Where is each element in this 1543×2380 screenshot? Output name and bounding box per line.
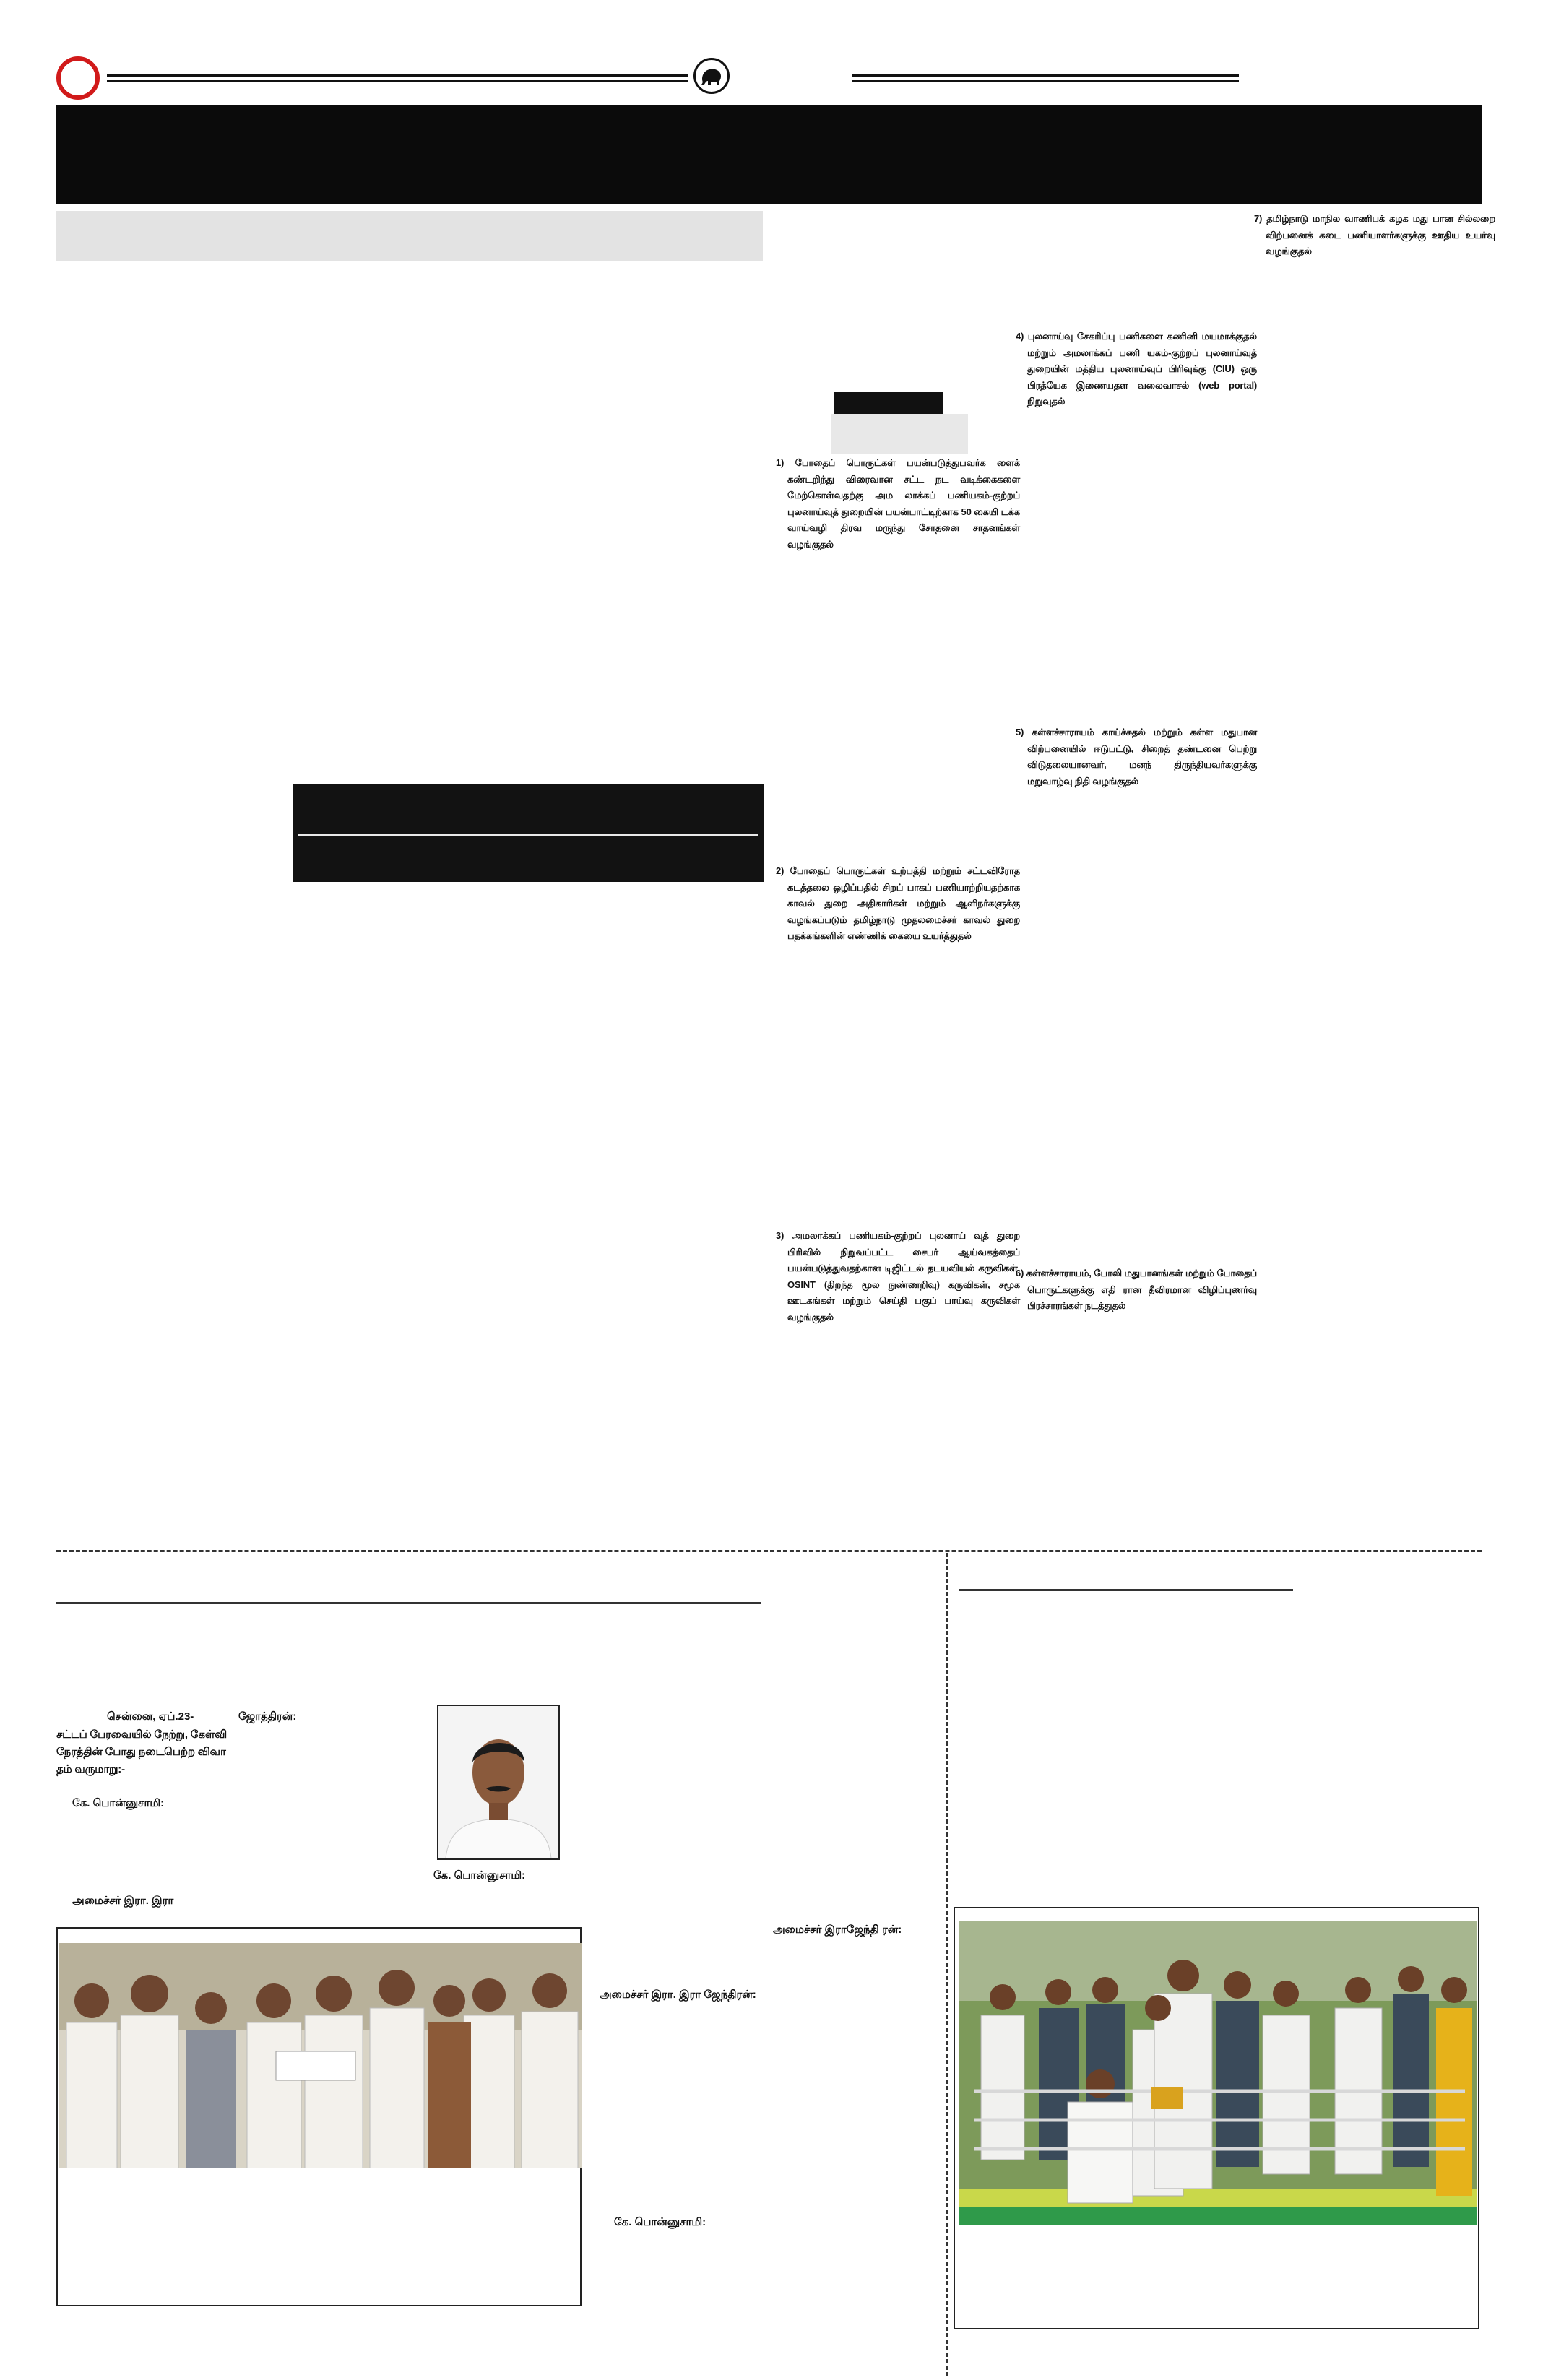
speaker-label: கே. பொன்னுசாமி: [614, 2216, 706, 2228]
list-item-3: 3) அமலாக்கப் பணியகம்-குற்றப் புலனாய் வுத் துறை பிரிவில் நிறுவப்பட்ட சைபர் ஆய்வகத்தைப் பயன்படுத்துவதற்கான டிஜிட்டல் தடயவியல் கருவிகள், OSINT (திறந்த மூல நுண்ணறிவு) கருவிகள், சமூக ஊடகங்கள் மற்றும் செய்தி பகுப் பாய்வு கருவிகள் வழங்குதல் [776, 1230, 1020, 1323]
list-item-6: 6) கள்ளச்சாராயம், போலி மதுபானங்கள் மற்றும் போதைப் பொருட்களுக்கு எதி ரான தீவிரமான விழிப்புணர்வு பிரச்சாரங்கள் நடத்துதல் [1016, 1268, 1257, 1311]
article-intro: சட்டப் பேரவையில் நேற்று, கேள்வி நேரத்தின் போது நடைபெற்ற விவா தம் வருமாறு:- [56, 1728, 228, 1775]
list-item-4: 4) புலனாய்வு சேகரிப்பு பணிகளை கணினி மயமாக்குதல் மற்றும் அமலாக்கப் பணி யகம்-குற்றப் புலனாய்வுத் துறையின் மத்திய புலனாய்வுப் பிரிவுக்கு (CIU) ஒரு பிரத்யேக இணையதள வலைவாசல் (web portal) நிறுவுதல் [1016, 331, 1257, 407]
inauguration-ceremony-photo [954, 1907, 1479, 2329]
minister-label: அமைச்சர் இரா. இரா [72, 1895, 174, 1907]
list-item-2: 2) போதைப் பொருட்கள் உற்பத்தி மற்றும் சட்டவிரோத கடத்தலை ஒழிப்பதில் சிறப் பாகப் பணியாற்றியதற்காக காவல் துறை அதிகாரிகள் மற்றும் ஆளிநர்களுக்கு வழங்கப்படும் தமிழ்நாடு முதலமைச்சர் காவல் துறை பதக்கங்களின் எண்ணிக் கையை உயர்த்துதல் [776, 865, 1020, 941]
speaker-label: ஜோத்திரன்: [238, 1710, 297, 1723]
article-dateline: சென்னை, ஏப்.23- [107, 1710, 194, 1723]
portrait-caption: கே. பொன்னுசாமி: [433, 1869, 526, 1882]
column-divider [946, 1553, 948, 2376]
list-item-7: 7) தமிழ்நாடு மாநில வாணிபக் கழக மது பான சில்லறை விற்பனைக் கடை பணியாளர்களுக்கு ஊதிய உயர்வு வழங்குதல் [1254, 213, 1495, 256]
section-heading-bar [834, 392, 943, 414]
section-divider [56, 1550, 1482, 1552]
red-circle-logo-icon [56, 56, 100, 100]
article-rule-left [56, 1602, 761, 1604]
elephant-emblem-icon [693, 58, 730, 94]
minister-label: அமைச்சர் இராஜேந்தி ரன்: [773, 1924, 902, 1936]
headline-banner [56, 105, 1482, 204]
article-rule-right [959, 1589, 1293, 1591]
group-petition-photo [56, 1927, 582, 2306]
man-portrait-photo [437, 1705, 560, 1860]
masthead-rule-left [107, 74, 688, 82]
subheadline-band [56, 211, 763, 261]
masthead-rule-right [852, 74, 1239, 82]
section-heading-box [831, 414, 968, 454]
minister-label: அமைச்சர் இரா. இரா ஜேந்திரன்: [600, 1989, 756, 2001]
list-item-5: 5) கள்ளச்சாராயம் காய்ச்சுதல் மற்றும் கள்ள மதுபான விற்பனையில் ஈடுபட்டு, சிறைத் தண்டனை பெற்று விடுதலையானவர், மனந் திருந்தியவர்களுக்கு மறுவாழ்வு நிதி வழங்குதல் [1016, 727, 1257, 787]
speaker-label: கே. பொன்னுசாமி: [72, 1797, 165, 1809]
list-item-1: 1) போதைப் பொருட்கள் பயன்படுத்துபவர்க ளைக் கண்டறிந்து விரைவான சட்ட நட வடிக்கைகளை மேற்கொள்வதற்கு அம லாக்கப் பணியகம்-குற்றப் புலனாய்வுத் துறையின் பயன்பாட்டிற்காக 50 கையி டக்க வாய்வழி திரவ மருந்து சோதனை சாதனங்கள் வழங்குதல் [776, 457, 1020, 550]
highlight-box [293, 784, 764, 882]
